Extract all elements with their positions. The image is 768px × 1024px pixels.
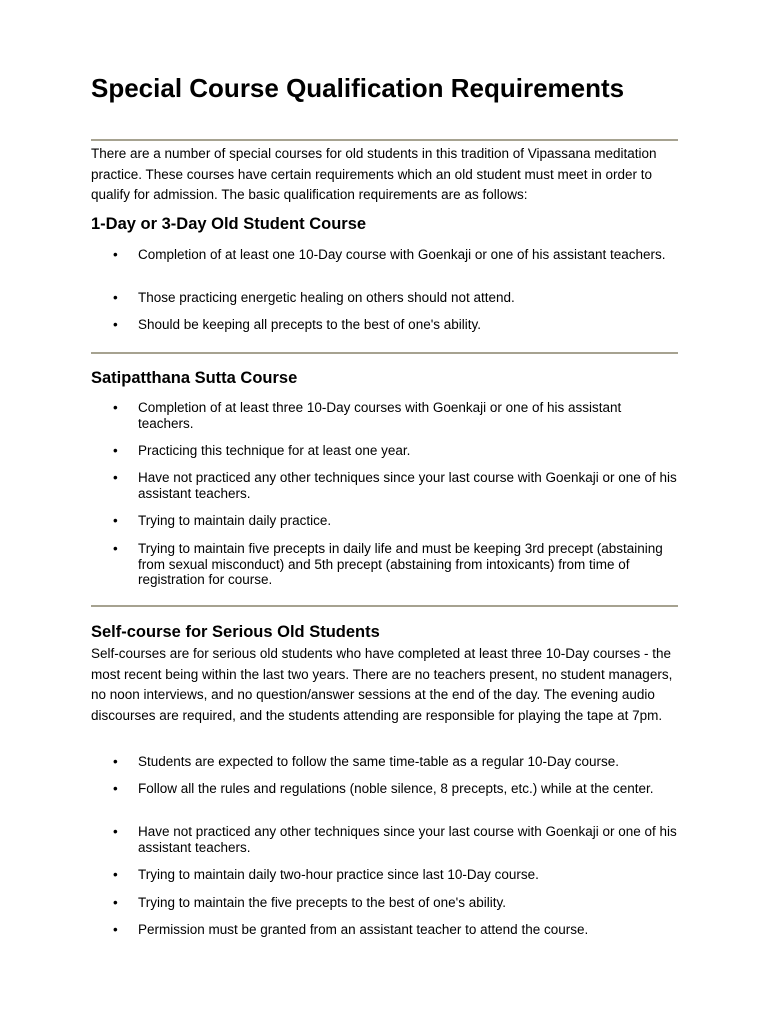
bullet-icon: •	[113, 754, 118, 769]
list-item-text: Follow all the rules and regulations (noble silence, 8 precepts, etc.) while at the center.	[138, 781, 654, 796]
list-item-text: Trying to maintain five precepts in daily life and must be keeping 3rd precept (abstaining from sexual misconduct) and 5th precept (abstaining from intoxicants) from time of registration for course.	[138, 541, 663, 587]
page-title: Special Course Qualification Requirements	[91, 73, 625, 103]
title-divider	[91, 139, 678, 141]
bullet-icon: •	[113, 781, 118, 796]
list-item-text: Practicing this technique for at least one year.	[138, 443, 411, 458]
list-item-text: Trying to maintain daily two-hour practice since last 10-Day course.	[138, 867, 539, 882]
bullet-icon: •	[113, 247, 118, 262]
section-divider	[91, 352, 678, 354]
section-heading-1-day-course: 1-Day or 3-Day Old Student Course	[91, 215, 367, 233]
list-item-text: Completion of at least three 10-Day courses with Goenkaji or one of his assistant teachers.	[138, 400, 622, 431]
section-divider	[91, 605, 678, 607]
bullet-icon: •	[113, 513, 118, 528]
section-heading-self-course: Self-course for Serious Old Students	[91, 623, 380, 641]
list-item-text: Have not practiced any other techniques since your last course with Goenkaji or one of his assistant teachers.	[138, 470, 677, 501]
bullet-icon: •	[113, 470, 118, 485]
bullet-icon: •	[113, 443, 118, 458]
list-item-text: Trying to maintain daily practice.	[138, 513, 332, 528]
bullet-icon: •	[113, 400, 118, 415]
bullet-icon: •	[113, 317, 118, 332]
list-item-text: Completion of at least one 10-Day course with Goenkaji or one of his assistant teachers.	[138, 247, 666, 262]
bullet-icon: •	[113, 922, 118, 937]
list-item-text: Trying to maintain the five precepts to the best of one's ability.	[138, 895, 507, 910]
list-item-text: Students are expected to follow the same time-table as a regular 10-Day course.	[138, 754, 620, 769]
section-heading-satipatthana: Satipatthana Sutta Course	[91, 369, 298, 387]
self-course-description: Self-courses are for serious old students who have completed at least three 10-Day courses - the most recent being within the last two years. There are no teachers present, no student managers, no noon interviews, and no question/answer sessions at the end of the day. The evening audio discourses are required, and the students attending are responsible for playing the tape at 7pm.	[91, 646, 673, 723]
bullet-icon: •	[113, 867, 118, 882]
bullet-icon: •	[113, 541, 118, 556]
list-item-text: Permission must be granted from an assistant teacher to attend the course.	[138, 922, 589, 937]
list-item-text: Have not practiced any other techniques since your last course with Goenkaji or one of his assistant teachers.	[138, 824, 677, 855]
list-item-text: Those practicing energetic healing on others should not attend.	[138, 290, 515, 305]
bullet-icon: •	[113, 824, 118, 839]
bullet-icon: •	[113, 290, 118, 305]
list-item-text: Should be keeping all precepts to the best of one's ability.	[138, 317, 482, 332]
bullet-icon: •	[113, 895, 118, 910]
intro-paragraph: There are a number of special courses for old students in this tradition of Vipassana meditation practice. These courses have certain requirements which an old student must meet in order to qualify for admission. The basic qualification requirements are as follows:	[91, 146, 657, 202]
